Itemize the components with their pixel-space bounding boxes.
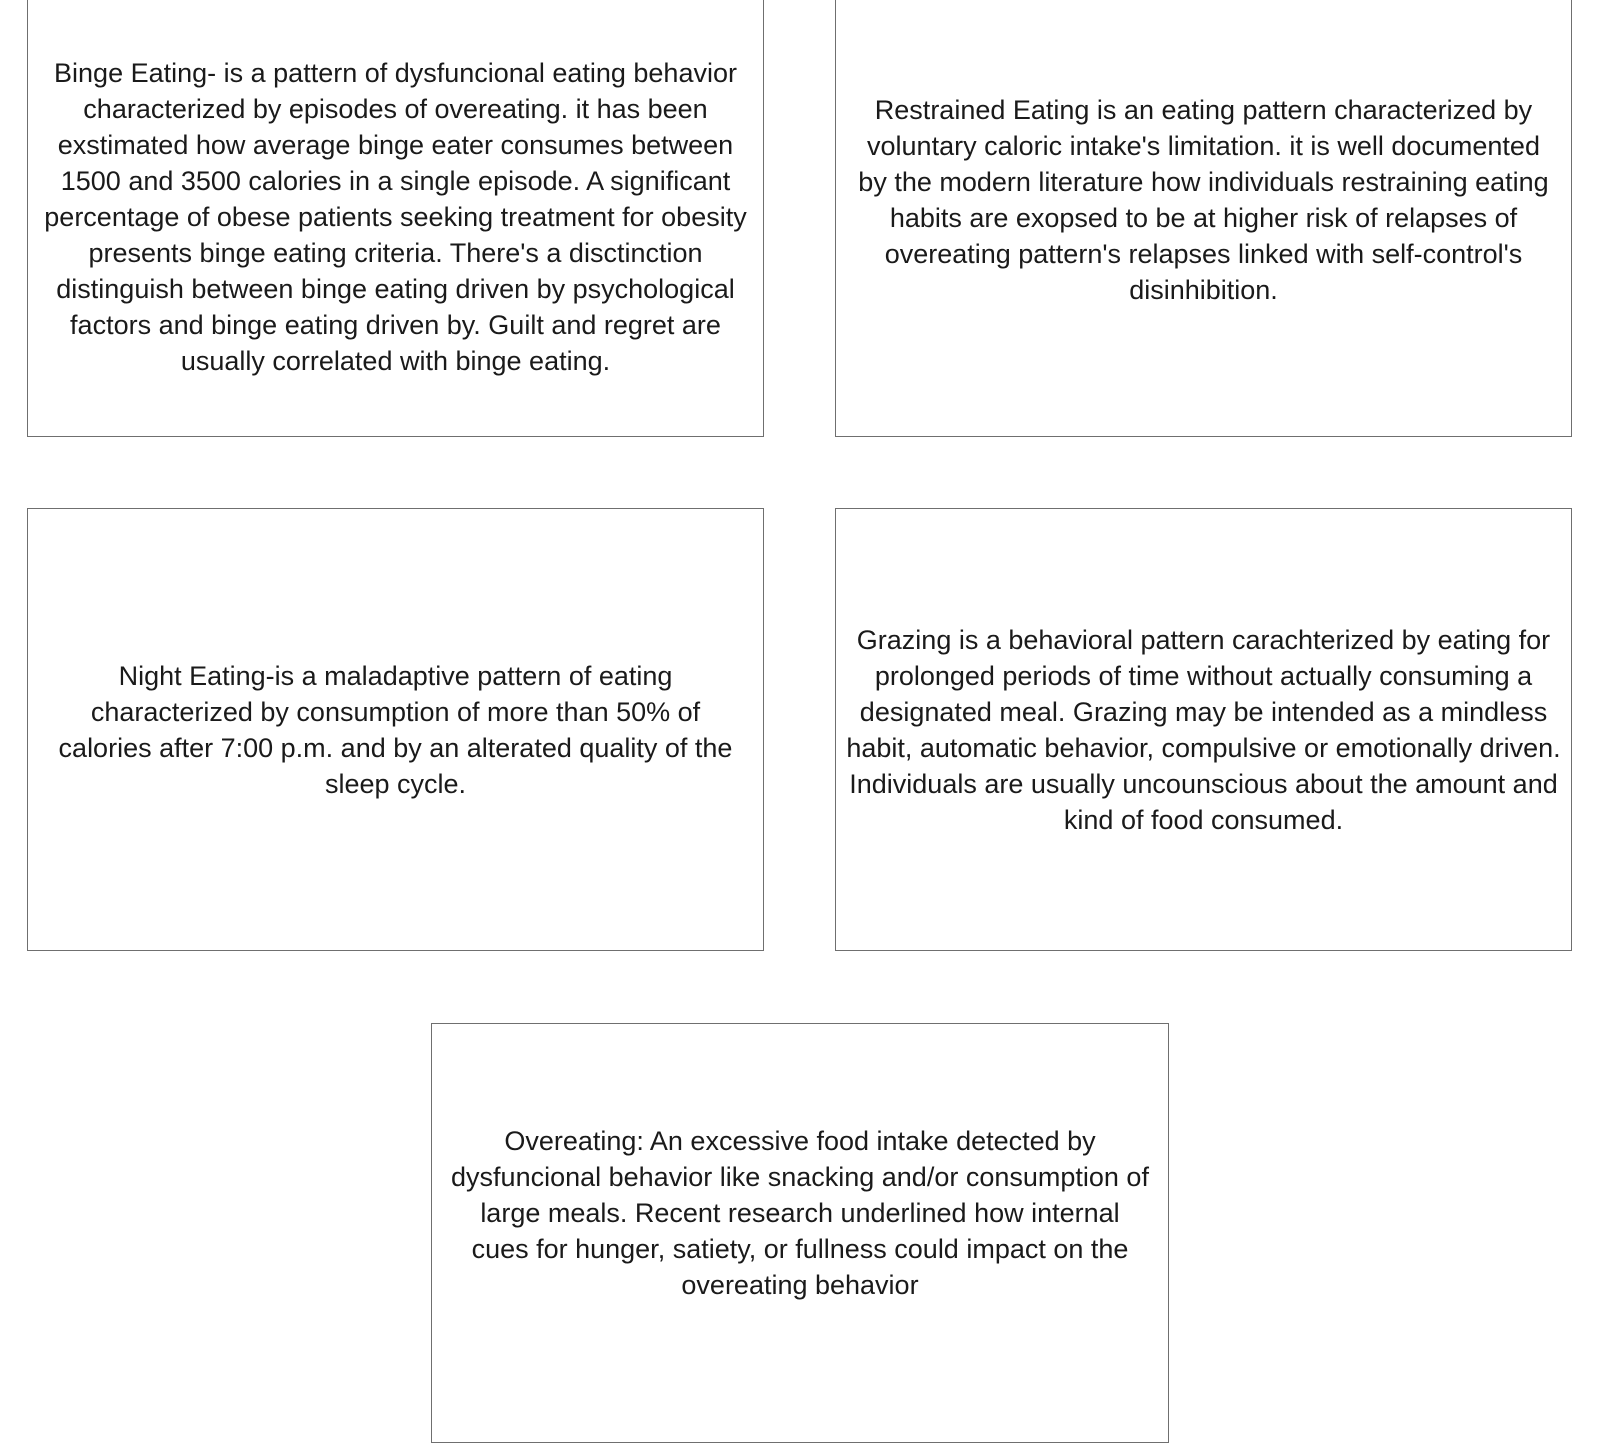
overeating-text: Overeating: An excessive food intake detected by dysfuncional behavior like snacking and/or consumption of large meals. Recent research underlined how internal cues for hunger, satiety, or fullness could impact on the overeating behavior [451,1126,1149,1300]
grazing-text: Grazing is a behavioral pattern carachterized by eating for prolonged periods of time without actually consuming a designated meal. Grazing may be intended as a mindless habit, automatic behavior, compulsive or emotionally driven. Individuals are usually uncounscious about the amount and kind of food consumed. [846,624,1561,835]
night-eating-text: Night Eating-is a maladaptive pattern of eating characterized by consumption of more than 50% of calories after 7:00 p.m. and by an alterated quality of the sleep cycle. [58,660,733,799]
night-eating-box [27,508,764,951]
binge-eating-box [27,0,764,437]
restrained-eating-box [835,0,1572,437]
binge-eating-text: Binge Eating- is a pattern of dysfuncional eating behavior characterized by episodes of overeating. it has been exstimated how average binge eater consumes between 1500 and 3500 calories in a single episode. A significant percentage of obese patients seeking treatment for obesity presents binge eating criteria. There's a disctinction distinguish between binge eating driven by psychological factors and binge eating driven by. Guilt and regret are usually correlated with binge eating. [44,57,747,376]
restrained-eating-text: Restrained Eating is an eating pattern characterized by voluntary caloric intake's limitation. it is well documented by the modern literature how individuals restraining eating habits are exopsed to be at higher risk of relapses of overeating pattern's relapses linked with self-control's disinhibition. [858,94,1549,305]
grazing-box [835,508,1572,951]
overeating-box [431,1023,1169,1443]
